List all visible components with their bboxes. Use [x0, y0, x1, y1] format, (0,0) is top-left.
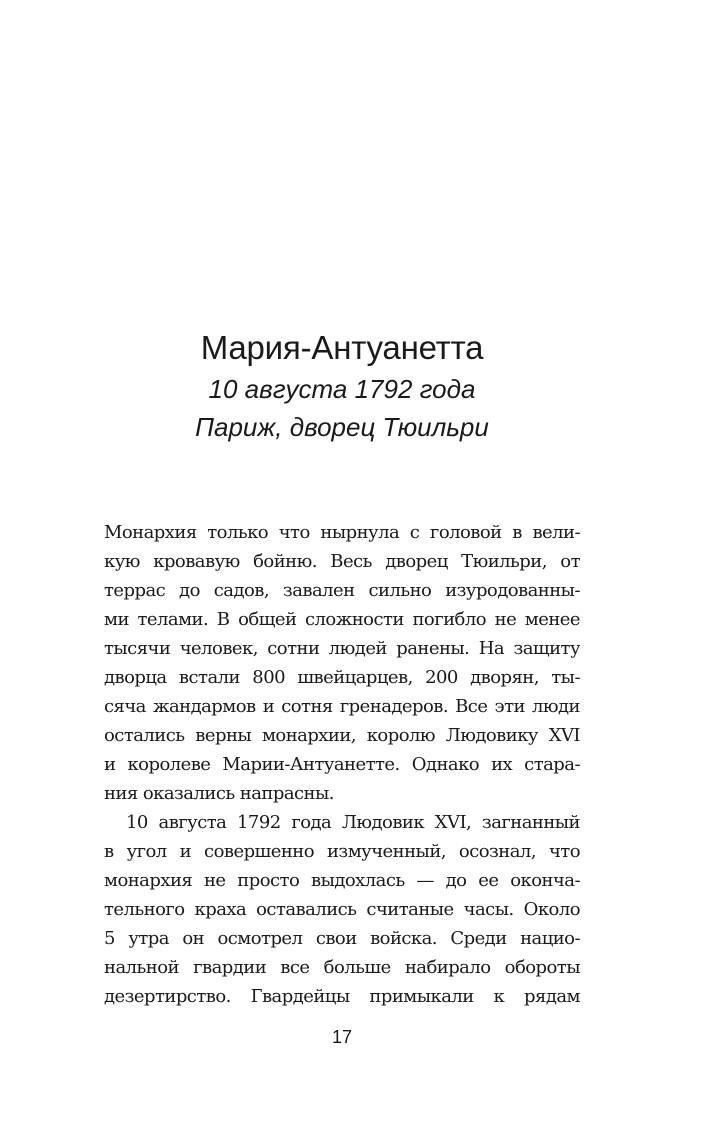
body-text	[104, 518, 580, 1011]
text-line: дворца встали 800 швейцарцев, 200 дворян, ты-	[104, 667, 580, 688]
chapter-place: Париж, дворец Тюильри	[195, 412, 489, 442]
text-line: и королеве Марии-Антуанетте. Однако их стара-	[104, 754, 580, 775]
chapter-title: Мария-Антуанетта	[200, 329, 484, 366]
text-line: кую кровавую бойню. Весь дворец Тюильри, от	[104, 551, 580, 572]
text-line: ми телами. В общей сложности погибло не менее	[104, 609, 580, 630]
text-line: ния оказались напрасны.	[104, 783, 334, 804]
text-line: дезертирство. Гвардейцы примыкали к рядам	[104, 986, 580, 1007]
text-line: в угол и совершенно измученный, осознал, что	[104, 841, 580, 862]
page-number: 17	[331, 1027, 353, 1047]
chapter-date: 10 августа 1792 года	[208, 374, 476, 404]
text-line: остались верны монархии, королю Людовику XVI	[104, 725, 580, 746]
text-line: сяча жандармов и сотня гренадеров. Все эти люди	[104, 696, 580, 717]
chapter-heading	[0, 326, 684, 446]
text-line: тысячи человек, сотни людей ранены. На защиту	[104, 638, 580, 659]
text-line: монархия не просто выдохлась — до ее оконча-	[104, 870, 580, 891]
paragraph-1	[104, 518, 580, 808]
text-line: 5 утра он осмотрел свои войска. Среди нацио-	[104, 928, 580, 949]
text-line: Монархия только что нырнула с головой в вели-	[104, 522, 580, 543]
text-line: нальной гвардии все больше набирало обороты	[104, 957, 580, 978]
text-line: террас до садов, завален сильно изуродованны-	[104, 580, 580, 601]
paragraph-2	[104, 808, 580, 1011]
text-line: тельного краха оставались считаные часы. Около	[104, 899, 580, 920]
text-line: 10 августа 1792 года Людовик XVI, загнанный	[126, 812, 580, 833]
